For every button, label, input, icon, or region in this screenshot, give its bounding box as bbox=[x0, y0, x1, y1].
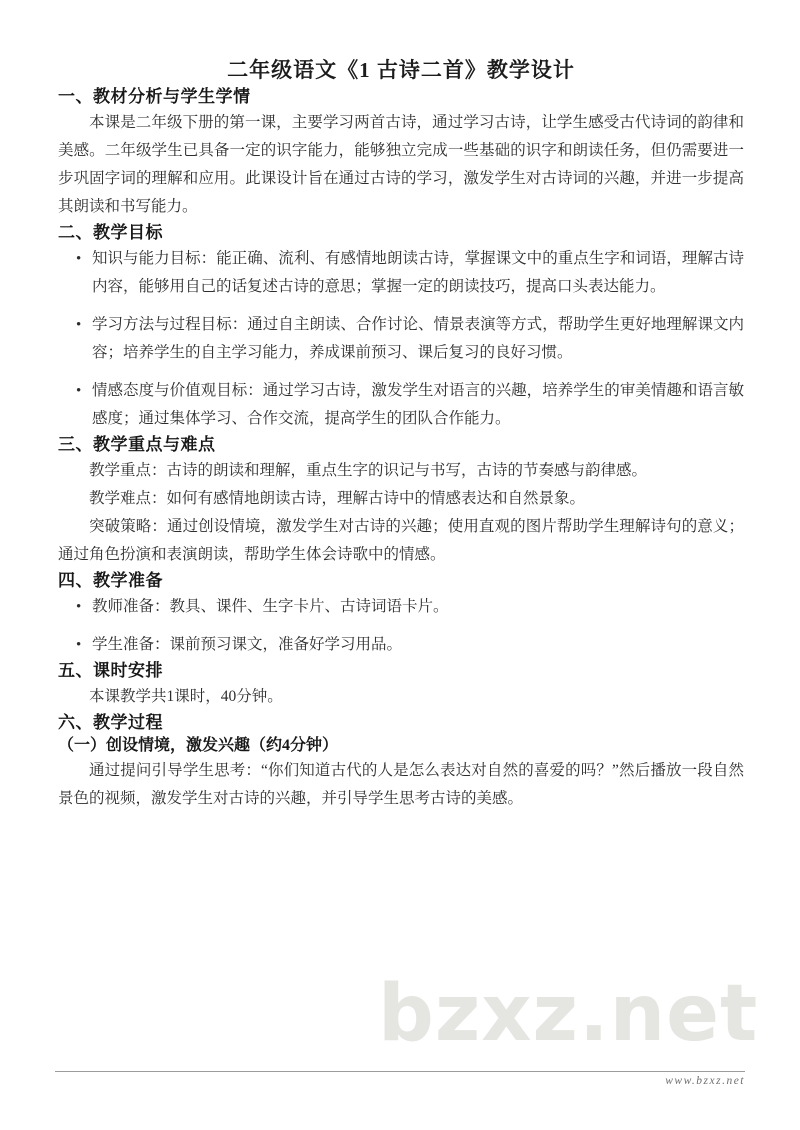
list-item: • 情感态度与价值观目标：通过学习古诗，激发学生对语言的兴趣，培养学生的审美情趣和语言敏感度；通过集体学习、合作交流，提高学生的团队合作能力。 bbox=[92, 377, 744, 433]
subsection-1-heading: （一）创设情境，激发兴趣（约4分钟） bbox=[58, 737, 339, 754]
section-lesson-schedule bbox=[58, 659, 744, 711]
page-footer bbox=[55, 1071, 745, 1087]
key-point-paragraph: 教学重点：古诗的朗读和理解，重点生字的识记与书写，古诗的节奏感与韵律感。 bbox=[89, 462, 648, 479]
section-3-heading: 三、教学重点与难点 bbox=[58, 435, 216, 454]
section-1-heading: 一、教材分析与学生学情 bbox=[58, 87, 251, 106]
section-5-heading: 五、课时安排 bbox=[58, 661, 163, 680]
process-paragraph: 通过提问引导学生思考：“你们知道古代的人是怎么表达对自然的喜爱的吗？”然后播放一段自然景色的视频，激发学生对古诗的兴趣，并引导学生思考古诗的美感。 bbox=[58, 762, 744, 807]
section-teaching-objectives bbox=[58, 221, 744, 433]
preparation-list bbox=[58, 593, 744, 659]
difficulty-paragraph: 教学难点：如何有感情地朗读古诗，理解古诗中的情感表达和自然景象。 bbox=[89, 490, 586, 507]
list-item: • 学生准备：课前预习课文，准备好学习用品。 bbox=[92, 631, 744, 659]
section-key-points bbox=[58, 433, 744, 569]
section-6-heading: 六、教学过程 bbox=[58, 713, 163, 732]
footer-site-url: www.bzxz.net bbox=[665, 1075, 745, 1087]
section-4-heading: 四、教学准备 bbox=[58, 571, 163, 590]
section-teaching-preparation bbox=[58, 569, 744, 659]
section-teaching-process bbox=[58, 711, 744, 813]
document-title: 二年级语文《1 古诗二首》教学设计 bbox=[227, 58, 575, 82]
section-1-paragraph: 本课是二年级下册的第一课，主要学习两首古诗，通过学习古诗，让学生感受古代诗词的韵律和美感。二年级学生已具备一定的识字能力，能够独立完成一些基础的识字和朗读任务，但仍需要进一步巩固字词的理解和应用。此课设计旨在通过古诗的学习，激发学生对古诗词的兴趣，并进一步提高其朗读和书写能力。 bbox=[58, 114, 744, 215]
list-item: • 教师准备：教具、课件、生字卡片、古诗词语卡片。 bbox=[92, 593, 744, 621]
schedule-paragraph: 本课教学共1课时，40分钟。 bbox=[89, 688, 283, 705]
objectives-list bbox=[58, 245, 744, 433]
section-material-analysis bbox=[58, 85, 744, 221]
strategy-paragraph: 突破策略：通过创设情境，激发学生对古诗的兴趣；使用直观的图片帮助学生理解诗句的意义；通过角色扮演和表演朗读，帮助学生体会诗歌中的情感。 bbox=[58, 518, 744, 563]
list-item: • 学习方法与过程目标：通过自主朗读、合作讨论、情景表演等方式，帮助学生更好地理解课文内容；培养学生的自主学习能力，养成课前预习、课后复习的良好习惯。 bbox=[92, 311, 744, 367]
section-2-heading: 二、教学目标 bbox=[58, 223, 163, 242]
footer-divider bbox=[55, 1071, 745, 1072]
list-item: • 知识与能力目标：能正确、流利、有感情地朗读古诗，掌握课文中的重点生字和词语，理解古诗内容，能够用自己的话复述古诗的意思；掌握一定的朗读技巧，提高口头表达能力。 bbox=[92, 245, 744, 301]
watermark-text: bzxz.net bbox=[378, 969, 759, 1059]
